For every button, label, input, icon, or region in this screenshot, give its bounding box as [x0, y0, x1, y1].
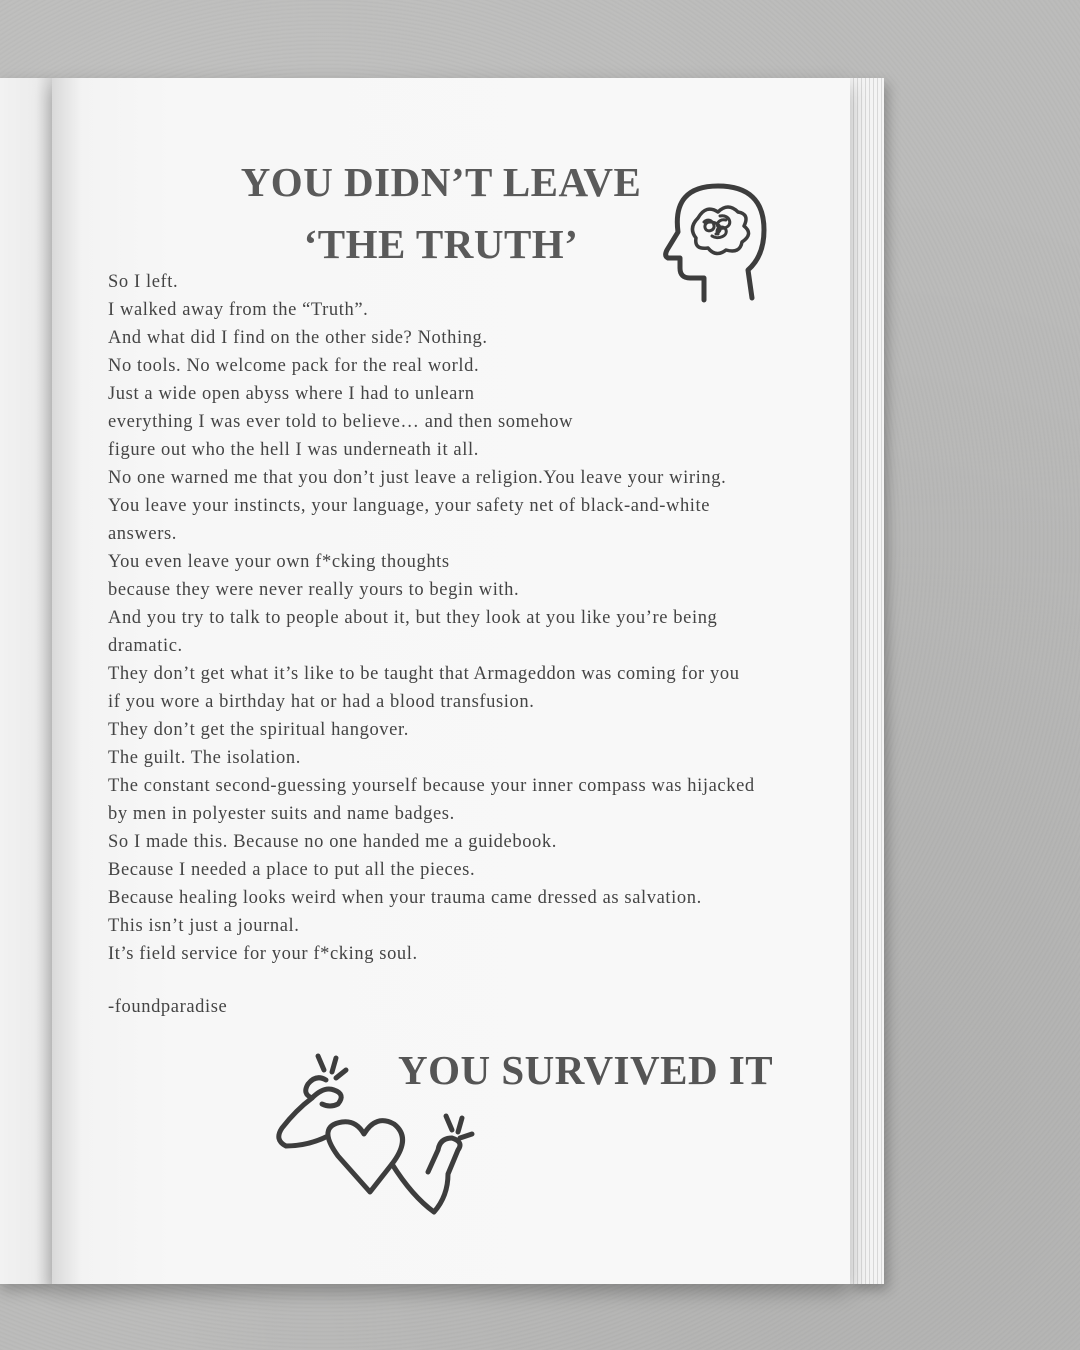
body-line: And what did I find on the other side? Nothing.: [108, 328, 488, 348]
page-edges: [850, 78, 884, 1284]
body-line: You leave your instincts, your language, your safety net of black-and-white: [108, 496, 711, 516]
body-line: figure out who the hell I was underneath it all.: [108, 440, 479, 460]
body-line: They don’t get what it’s like to be taught that Armageddon was coming for you: [108, 664, 740, 684]
body-line: So I left.: [108, 272, 179, 292]
body-line: I walked away from the “Truth”.: [108, 300, 369, 320]
body-line: No tools. No welcome pack for the real world.: [108, 356, 480, 376]
body-text: [108, 268, 848, 968]
body-line: You even leave your own f*cking thoughts: [108, 552, 450, 572]
body-line: So I made this. Because no one handed me a guidebook.: [108, 832, 557, 852]
body-line: dramatic.: [108, 636, 183, 656]
footer-title: YOU SURVIVED IT: [398, 1047, 774, 1093]
body-line: It’s field service for your f*cking soul.: [108, 944, 418, 964]
page-title-line-2: ‘THE TRUTH’: [303, 221, 579, 267]
body-line: The constant second-guessing yourself because your inner compass was hijacked: [108, 776, 755, 796]
left-page: [0, 78, 52, 1284]
body-line: by men in polyester suits and name badges.: [108, 804, 455, 824]
body-line: The guilt. The isolation.: [108, 748, 301, 768]
body-line: because they were never really yours to begin with.: [108, 580, 520, 600]
body-line: answers.: [108, 524, 178, 544]
body-line: No one warned me that you don’t just leave a religion.You leave your wiring.: [108, 468, 727, 488]
signature: -foundparadise: [108, 997, 228, 1017]
page-title-line-1: YOU DIDN’T LEAVE: [240, 159, 642, 205]
body-line: Because healing looks weird when your trauma came dressed as salvation.: [108, 888, 702, 908]
body-line: Because I needed a place to put all the pieces.: [108, 860, 476, 880]
body-line: And you try to talk to people about it, but they look at you like you’re being: [108, 608, 718, 628]
body-line: Just a wide open abyss where I had to unlearn: [108, 384, 475, 404]
body-line: if you wore a birthday hat or had a blood transfusion.: [108, 692, 535, 712]
body-line: They don’t get the spiritual hangover.: [108, 720, 409, 740]
body-line: everything I was ever told to believe… and then somehow: [108, 412, 574, 432]
body-line: This isn’t just a journal.: [108, 916, 300, 936]
